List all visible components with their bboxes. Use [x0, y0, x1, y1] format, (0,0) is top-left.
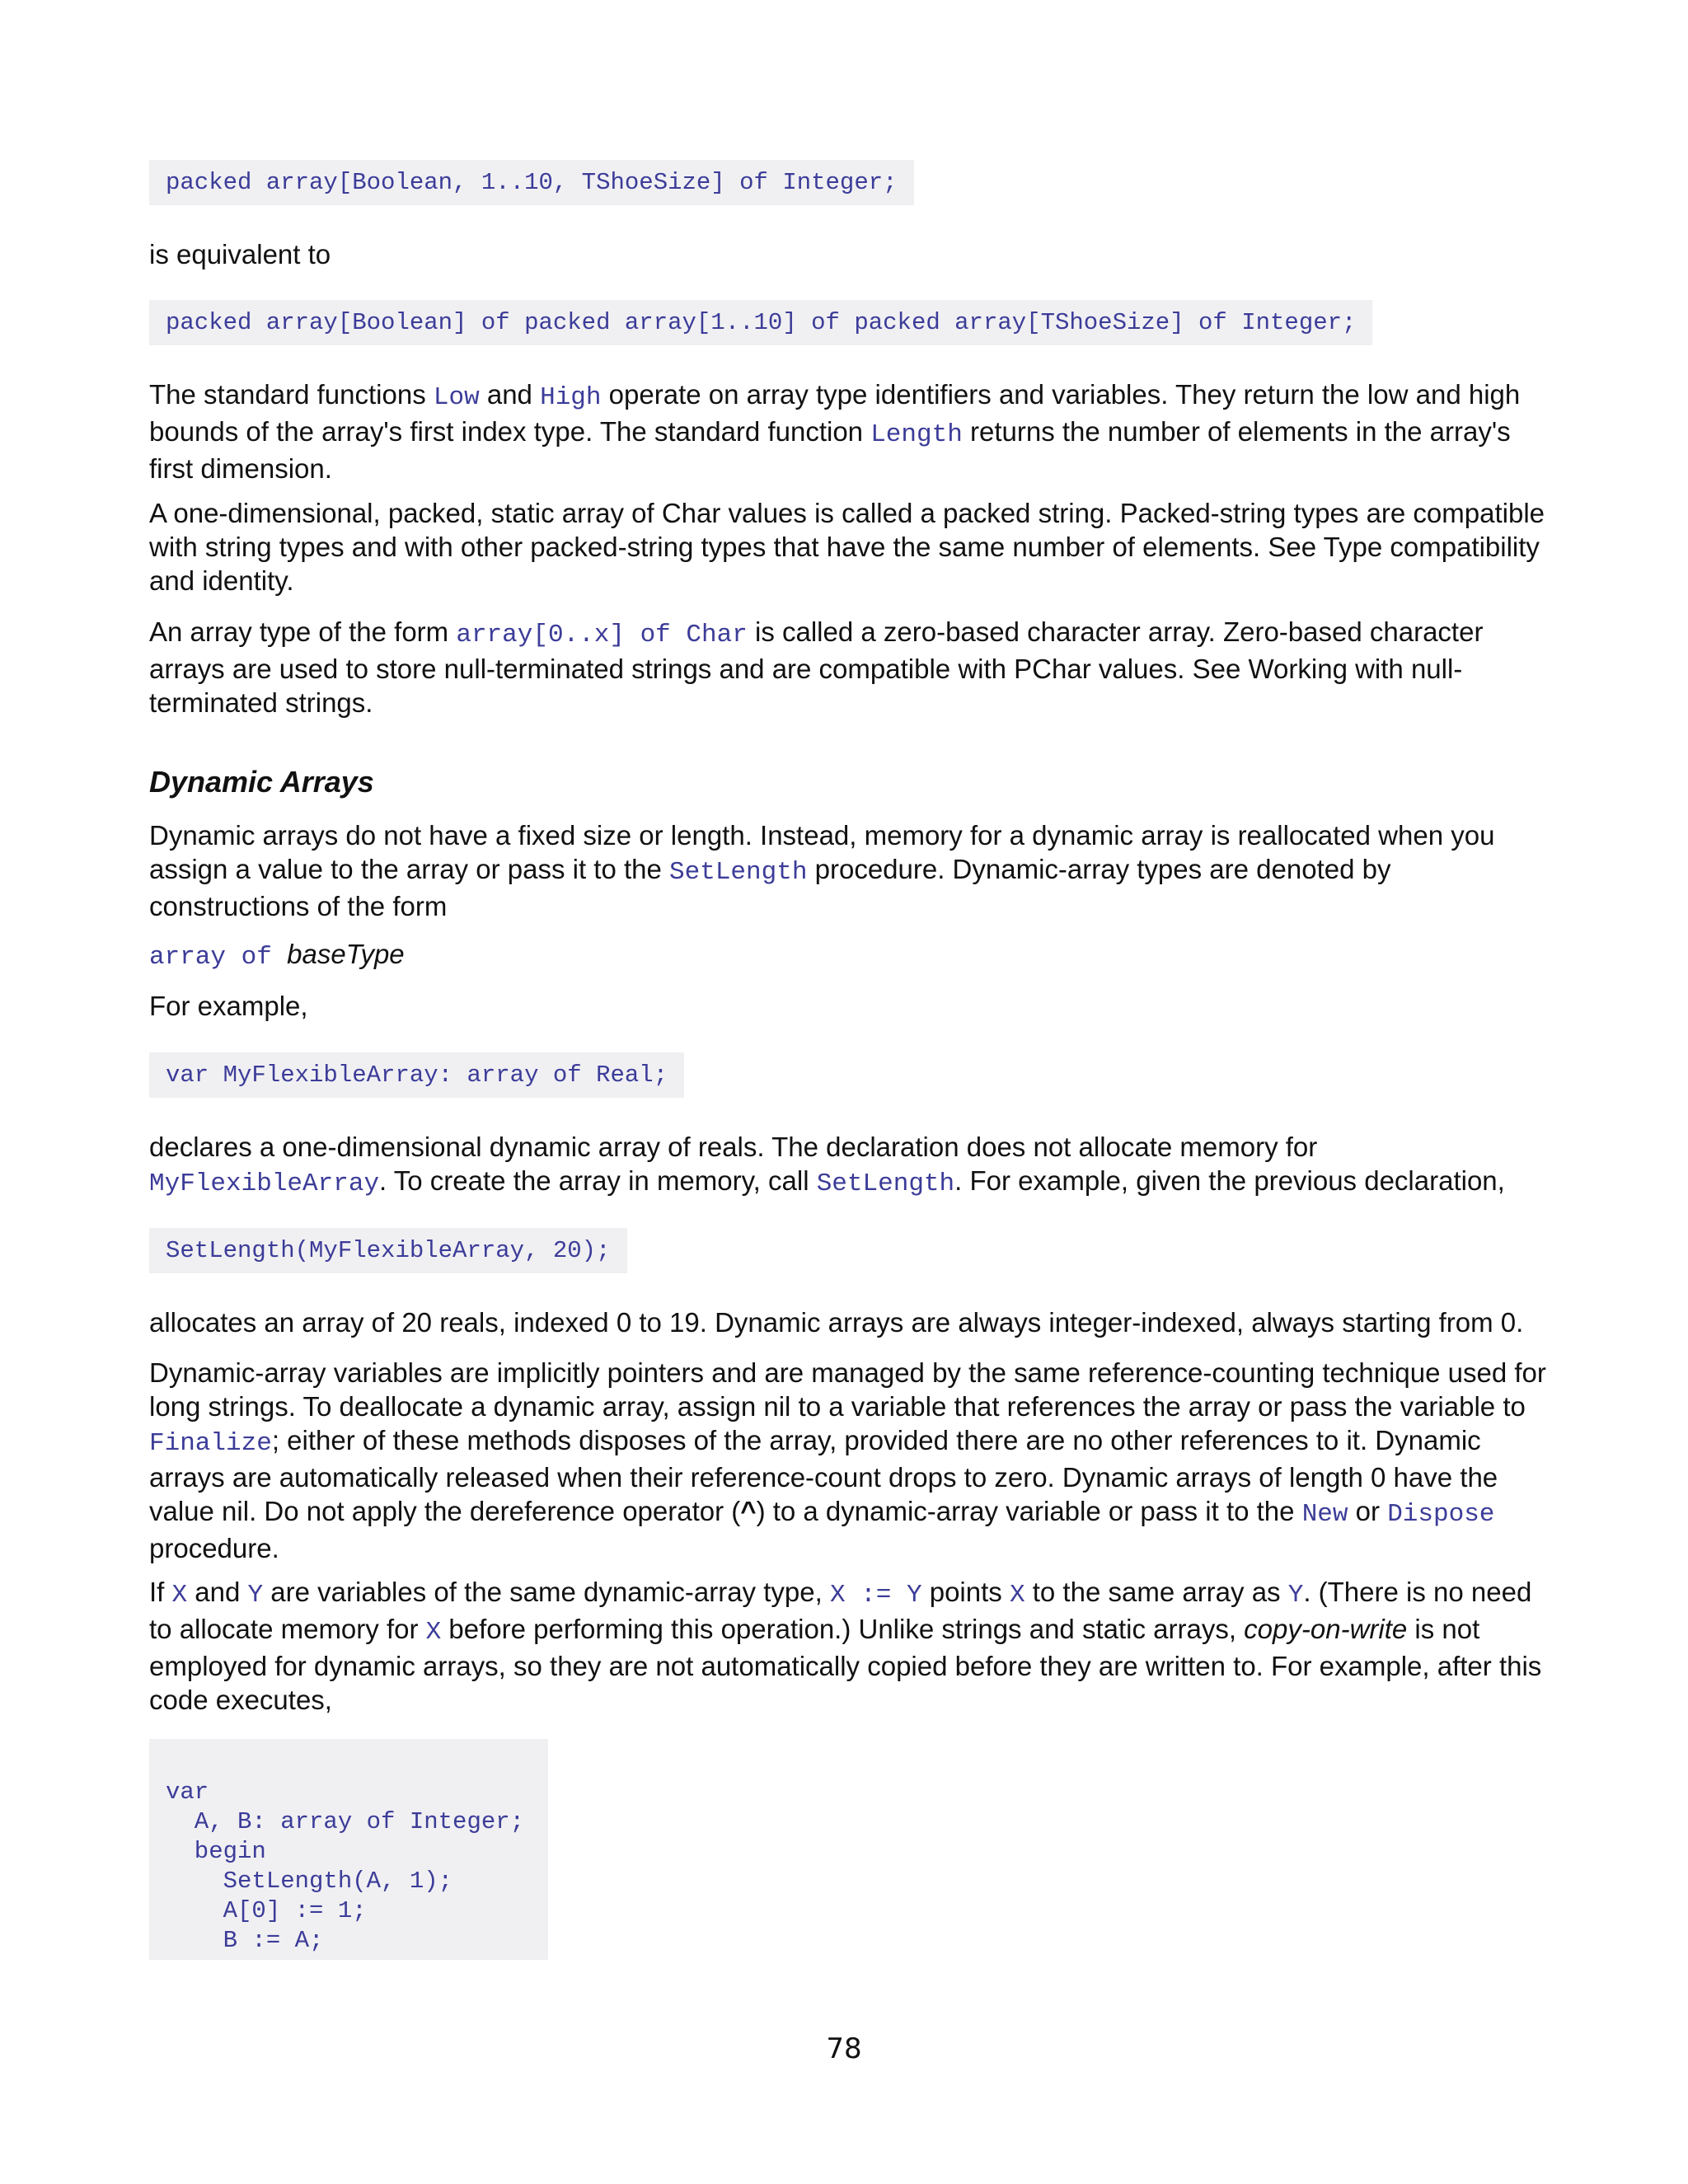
paragraph-zero-based: An array type of the form array[0..x] of Char is called a zero-based character array. Zero-based character arrays are used to store null-terminated strings and are compatible with PChar values. See Working with null-terminated strings.: [149, 616, 1484, 718]
code-dispose: Dispose: [1387, 1500, 1495, 1529]
section-heading: Dynamic Arrays: [149, 765, 374, 799]
emphasis-copy-on-write: copy-on-write: [1244, 1614, 1408, 1644]
code-array-of-char: array[0..x] of Char: [456, 621, 748, 649]
paragraph-reference-counting: Dynamic-array variables are implicitly pointers and are managed by the same reference-counting technique used for long strings. To deallocate a dynamic array, assign nil to a variable that references the array or pass the variable to Finalize; either of these methods disposes of the array, provided there are no other references to it. Dynamic arrays are automatically released when their reference-count drops to zero. Dynamic arrays of length 0 have the value nil. Do not apply the dereference operator (^) to a dynamic-array variable or pass it to the New or Dispose procedure.: [149, 1357, 1546, 1563]
paragraph-equivalent: is equivalent to: [149, 239, 331, 269]
code-line: var MyFlexibleArray: array of Real;: [149, 1052, 684, 1098]
code-snippet-setlength: [149, 1228, 627, 1273]
code-assign: X := Y: [829, 1581, 922, 1610]
code-low: Low: [433, 383, 480, 412]
code-y: Y: [247, 1581, 264, 1610]
code-x: X: [425, 1618, 442, 1647]
base-type: baseType: [287, 939, 405, 969]
code-finalize: Finalize: [149, 1429, 272, 1458]
paragraph-allocates: allocates an array of 20 reals, indexed 0 to 19. Dynamic arrays are always integer-indexed, always starting from 0.: [149, 1307, 1524, 1338]
code-snippet-nested-array: [149, 300, 1372, 345]
code-setlength: SetLength: [669, 858, 808, 887]
code-array-of: array of: [149, 943, 272, 972]
paragraph-copy-on-write: If X and Y are variables of the same dynamic-array type, X := Y points X to the same array as Y. (There is no need to allocate memory for X before performing this operation.) Unlike strings and static arrays, copy-on-write is not employed for dynamic arrays, so they are not automatically copied before they are written to. For example, after this code executes,: [149, 1577, 1542, 1715]
code-length: Length: [870, 420, 963, 449]
code-line: packed array[Boolean] of packed array[1..10] of packed array[TShoeSize] of Integer;: [149, 300, 1372, 345]
code-y: Y: [1287, 1581, 1304, 1610]
page-number: 78: [826, 2032, 862, 2065]
code-line: packed array[Boolean, 1..10, TShoeSize] of Integer;: [149, 160, 914, 205]
code-new: New: [1301, 1500, 1348, 1529]
code-line: SetLength(MyFlexibleArray, 20);: [149, 1228, 627, 1273]
code-x: X: [1009, 1581, 1025, 1610]
paragraph-declares: declares a one-dimensional dynamic array of reals. The declaration does not allocate memory for MyFlexibleArray. To create the array in memory, call SetLength. For example, given the previous declaration,: [149, 1132, 1505, 1198]
code-myflexiblearray: MyFlexibleArray: [149, 1169, 380, 1198]
code-high: High: [540, 383, 602, 412]
code-block-example: var A, B: array of Integer; begin SetLength(A, 1); A[0] := 1; B := A;: [149, 1739, 548, 1960]
code-x: X: [171, 1581, 188, 1610]
paragraph-low-high: The standard functions Low and High operate on array type identifiers and variables. They return the low and high bounds of the array's first index type. The standard function Length returns the number of elements in the array's first dimension.: [149, 379, 1521, 484]
paragraph-for-example: For example,: [149, 991, 308, 1021]
code-snippet-packed-array: [149, 160, 914, 205]
paragraph-packed-string: A one-dimensional, packed, static array of Char values is called a packed string. Packed-string types are compatible with string types and with other packed-string types that have the same number of elements. See Type compatibility and identity.: [149, 498, 1545, 596]
syntax-line: [149, 937, 405, 974]
code-setlength: SetLength: [816, 1169, 955, 1198]
code-snippet-flexible-array: [149, 1052, 684, 1098]
paragraph-dynamic-intro: Dynamic arrays do not have a fixed size or length. Instead, memory for a dynamic array is reallocated when you assign a value to the array or pass it to the SetLength procedure. Dynamic-array types are denoted by constructions of the form: [149, 820, 1495, 921]
caret-symbol: ^: [740, 1496, 757, 1526]
